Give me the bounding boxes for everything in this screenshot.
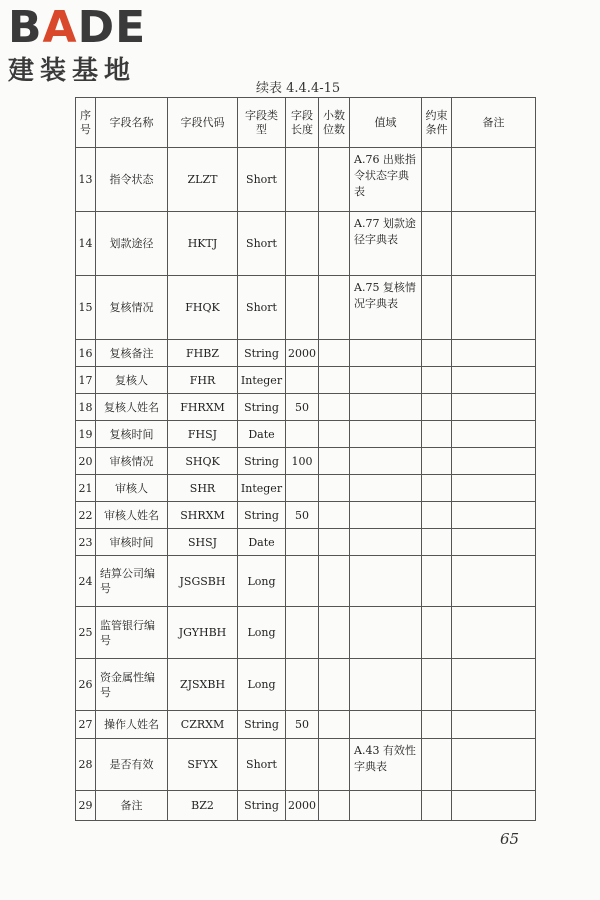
- cell-domain: [350, 421, 422, 448]
- cell-constraint: [422, 659, 452, 711]
- cell-domain: [350, 394, 422, 421]
- cell-type: Long: [238, 659, 286, 711]
- cell-no: 17: [76, 367, 96, 394]
- cell-decimals: [319, 148, 350, 212]
- logo-wordmark: BADE: [8, 2, 147, 53]
- cell-code: HKTJ: [168, 212, 238, 276]
- cell-decimals: [319, 791, 350, 821]
- table-header-row: [76, 98, 536, 148]
- cell-length: 2000: [286, 340, 319, 367]
- table-row: [76, 659, 536, 711]
- cell-constraint: [422, 556, 452, 607]
- header-cell: 字段代码: [168, 98, 238, 148]
- cell-remark: [452, 367, 536, 394]
- table-row: [76, 475, 536, 502]
- cell-no: 28: [76, 739, 96, 791]
- cell-constraint: [422, 529, 452, 556]
- cell-name: 复核时间: [96, 421, 168, 448]
- cell-decimals: [319, 502, 350, 529]
- cell-constraint: [422, 475, 452, 502]
- cell-code: ZJSXBH: [168, 659, 238, 711]
- table-row: [76, 791, 536, 821]
- cell-remark: [452, 502, 536, 529]
- cell-constraint: [422, 711, 452, 739]
- header-cell: 字段名称: [96, 98, 168, 148]
- cell-no: 24: [76, 556, 96, 607]
- cell-remark: [452, 556, 536, 607]
- table-row: [76, 502, 536, 529]
- cell-type: String: [238, 394, 286, 421]
- cell-constraint: [422, 607, 452, 659]
- cell-name: 是否有效: [96, 739, 168, 791]
- cell-length: 100: [286, 448, 319, 475]
- cell-decimals: [319, 212, 350, 276]
- cell-domain: [350, 448, 422, 475]
- table-row: [76, 212, 536, 276]
- cell-length: [286, 212, 319, 276]
- page-number: 65: [500, 830, 520, 848]
- cell-length: [286, 421, 319, 448]
- cell-remark: [452, 340, 536, 367]
- brand-logo: [8, 4, 178, 86]
- cell-no: 15: [76, 276, 96, 340]
- cell-length: [286, 607, 319, 659]
- cell-code: SFYX: [168, 739, 238, 791]
- cell-decimals: [319, 448, 350, 475]
- cell-length: [286, 529, 319, 556]
- cell-constraint: [422, 394, 452, 421]
- cell-domain: [350, 607, 422, 659]
- cell-domain: [350, 340, 422, 367]
- cell-no: 13: [76, 148, 96, 212]
- cell-domain: A.77 划款途径字典表: [350, 212, 422, 276]
- cell-name: 划款途径: [96, 212, 168, 276]
- cell-length: [286, 276, 319, 340]
- cell-type: String: [238, 711, 286, 739]
- cell-domain: [350, 529, 422, 556]
- cell-name: 指令状态: [96, 148, 168, 212]
- cell-domain: [350, 475, 422, 502]
- cell-decimals: [319, 659, 350, 711]
- cell-type: Integer: [238, 367, 286, 394]
- cell-length: [286, 556, 319, 607]
- cell-domain: [350, 502, 422, 529]
- cell-length: [286, 659, 319, 711]
- cell-remark: [452, 529, 536, 556]
- cell-type: String: [238, 791, 286, 821]
- cell-domain: [350, 556, 422, 607]
- logo-subtitle: 建装基地: [8, 56, 137, 86]
- cell-name: 复核人: [96, 367, 168, 394]
- header-cell: 备注: [452, 98, 536, 148]
- table-row: [76, 556, 536, 607]
- cell-remark: [452, 739, 536, 791]
- cell-remark: [452, 276, 536, 340]
- cell-length: [286, 475, 319, 502]
- cell-name: 监管银行编号: [96, 607, 168, 659]
- header-cell: 小数位数: [319, 98, 350, 148]
- cell-type: Short: [238, 148, 286, 212]
- table-row: [76, 421, 536, 448]
- cell-no: 21: [76, 475, 96, 502]
- cell-remark: [452, 148, 536, 212]
- cell-name: 复核备注: [96, 340, 168, 367]
- cell-decimals: [319, 607, 350, 659]
- cell-name: 资金属性编号: [96, 659, 168, 711]
- cell-code: BZ2: [168, 791, 238, 821]
- cell-constraint: [422, 212, 452, 276]
- cell-code: FHBZ: [168, 340, 238, 367]
- cell-no: 23: [76, 529, 96, 556]
- cell-constraint: [422, 421, 452, 448]
- cell-length: [286, 367, 319, 394]
- cell-remark: [452, 791, 536, 821]
- cell-remark: [452, 421, 536, 448]
- table-row: [76, 739, 536, 791]
- table-row: [76, 711, 536, 739]
- cell-type: Short: [238, 212, 286, 276]
- cell-domain: [350, 367, 422, 394]
- cell-constraint: [422, 148, 452, 212]
- cell-code: CZRXM: [168, 711, 238, 739]
- table-row: [76, 529, 536, 556]
- cell-length: 50: [286, 711, 319, 739]
- cell-name: 复核情况: [96, 276, 168, 340]
- cell-constraint: [422, 791, 452, 821]
- cell-constraint: [422, 367, 452, 394]
- cell-domain: A.76 出账指令状态字典表: [350, 148, 422, 212]
- cell-remark: [452, 448, 536, 475]
- cell-no: 29: [76, 791, 96, 821]
- table-row: [76, 448, 536, 475]
- cell-code: JGYHBH: [168, 607, 238, 659]
- cell-decimals: [319, 367, 350, 394]
- cell-code: FHRXM: [168, 394, 238, 421]
- cell-remark: [452, 607, 536, 659]
- table-caption: 续表 4.4.4-15: [256, 81, 341, 96]
- cell-no: 26: [76, 659, 96, 711]
- cell-name: 备注: [96, 791, 168, 821]
- cell-remark: [452, 711, 536, 739]
- table-row: [76, 276, 536, 340]
- header-cell: 字段类型: [238, 98, 286, 148]
- cell-remark: [452, 394, 536, 421]
- cell-code: SHR: [168, 475, 238, 502]
- cell-constraint: [422, 276, 452, 340]
- cell-no: 20: [76, 448, 96, 475]
- cell-domain: A.43 有效性字典表: [350, 739, 422, 791]
- table-row: [76, 340, 536, 367]
- cell-name: 审核情况: [96, 448, 168, 475]
- cell-name: 审核时间: [96, 529, 168, 556]
- cell-type: Long: [238, 607, 286, 659]
- cell-name: 审核人姓名: [96, 502, 168, 529]
- cell-domain: [350, 711, 422, 739]
- cell-no: 27: [76, 711, 96, 739]
- cell-constraint: [422, 502, 452, 529]
- header-cell: 序号: [76, 98, 96, 148]
- cell-type: Date: [238, 421, 286, 448]
- cell-constraint: [422, 340, 452, 367]
- cell-no: 18: [76, 394, 96, 421]
- cell-decimals: [319, 340, 350, 367]
- cell-name: 复核人姓名: [96, 394, 168, 421]
- cell-decimals: [319, 421, 350, 448]
- cell-type: Long: [238, 556, 286, 607]
- cell-code: SHQK: [168, 448, 238, 475]
- cell-domain: [350, 659, 422, 711]
- cell-type: String: [238, 448, 286, 475]
- cell-decimals: [319, 711, 350, 739]
- cell-remark: [452, 475, 536, 502]
- cell-remark: [452, 659, 536, 711]
- cell-decimals: [319, 529, 350, 556]
- cell-decimals: [319, 739, 350, 791]
- cell-code: FHR: [168, 367, 238, 394]
- cell-length: 2000: [286, 791, 319, 821]
- cell-decimals: [319, 276, 350, 340]
- cell-constraint: [422, 448, 452, 475]
- cell-constraint: [422, 739, 452, 791]
- cell-code: FHSJ: [168, 421, 238, 448]
- cell-name: 审核人: [96, 475, 168, 502]
- cell-code: JSGSBH: [168, 556, 238, 607]
- header-cell: 约束条件: [422, 98, 452, 148]
- cell-no: 22: [76, 502, 96, 529]
- cell-length: [286, 148, 319, 212]
- cell-decimals: [319, 394, 350, 421]
- table-row: [76, 148, 536, 212]
- cell-type: String: [238, 502, 286, 529]
- cell-name: 操作人姓名: [96, 711, 168, 739]
- table-row: [76, 607, 536, 659]
- cell-name: 结算公司编号: [96, 556, 168, 607]
- cell-domain: A.75 复核情况字典表: [350, 276, 422, 340]
- cell-code: ZLZT: [168, 148, 238, 212]
- cell-type: Short: [238, 739, 286, 791]
- table-row: [76, 367, 536, 394]
- cell-domain: [350, 791, 422, 821]
- cell-length: [286, 739, 319, 791]
- cell-no: 14: [76, 212, 96, 276]
- cell-no: 19: [76, 421, 96, 448]
- cell-type: String: [238, 340, 286, 367]
- cell-code: FHQK: [168, 276, 238, 340]
- cell-length: 50: [286, 502, 319, 529]
- header-cell: 字段长度: [286, 98, 319, 148]
- cell-no: 16: [76, 340, 96, 367]
- cell-decimals: [319, 556, 350, 607]
- cell-length: 50: [286, 394, 319, 421]
- table-row: [76, 394, 536, 421]
- cell-type: Short: [238, 276, 286, 340]
- cell-code: SHRXM: [168, 502, 238, 529]
- header-cell: 值域: [350, 98, 422, 148]
- cell-type: Integer: [238, 475, 286, 502]
- field-table: [75, 97, 536, 821]
- cell-decimals: [319, 475, 350, 502]
- cell-no: 25: [76, 607, 96, 659]
- cell-type: Date: [238, 529, 286, 556]
- cell-code: SHSJ: [168, 529, 238, 556]
- cell-remark: [452, 212, 536, 276]
